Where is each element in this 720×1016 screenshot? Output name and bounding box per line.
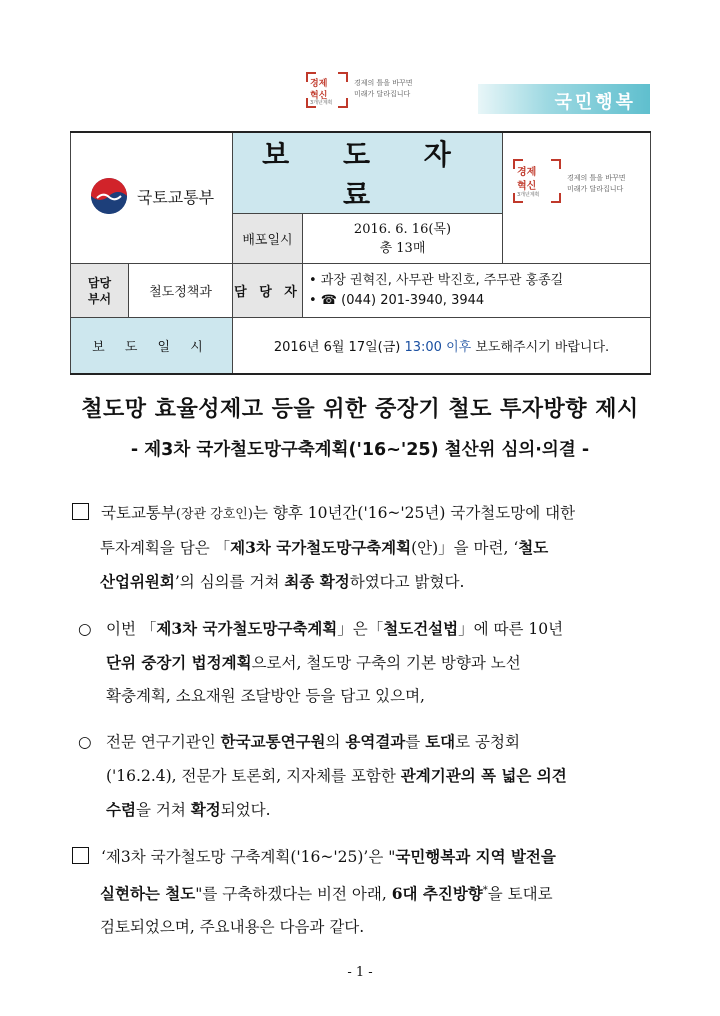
logo-slogan-line1: 경제의 틀을 바꾸면 (354, 79, 413, 87)
release-time: 13:00 이후 (404, 339, 472, 355)
paragraph-3 (78, 725, 662, 827)
right-logo-cell (503, 132, 651, 264)
p1-l2d: 철도 (518, 538, 549, 557)
circle-bullet-icon: ○ (78, 733, 92, 751)
p1-l1b: (장관 강호인) (175, 507, 253, 522)
p2-l2a: 단위 중장기 법정계획 (106, 653, 252, 672)
p2-l2b: 으로서, 철도망 구축의 기본 방향과 노선 (251, 654, 521, 672)
p3-line-3 (78, 793, 662, 827)
p3-l1a: 전문 연구기관인 (106, 733, 221, 751)
p1-l1a: 국토교통부 (101, 504, 176, 522)
p4-l1a: ‘제3차 국가철도망 구축계획('16~'25)’은 " (101, 848, 396, 866)
p3-l1c: 의 (325, 733, 346, 751)
p2-line-2 (78, 646, 662, 680)
logo-slogan (354, 78, 413, 100)
p4-l2a: 실현하는 철도 (100, 884, 196, 904)
paragraph-4 (72, 840, 662, 944)
square-bullet-icon (72, 847, 89, 864)
p3-l3a: 수렴 (106, 800, 136, 819)
p1-l3c: 최종 확정 (284, 572, 350, 591)
p4-l2d: * (482, 885, 488, 896)
right-innovation-logo (513, 159, 635, 207)
p3-l2a: ('16.2.4), 전문가 토론회, 지자체를 포함한 (106, 767, 401, 785)
distribution-date: 2016. 6. 16(목) (353, 221, 452, 237)
p4-line-3: 검토되었으며, 주요내용은 다음과 같다. (100, 918, 365, 937)
national-happiness-ribbon (478, 84, 650, 114)
contact-label: 담 당 자 (233, 264, 303, 318)
p1-l3b: ’의 심의를 거쳐 (174, 573, 285, 591)
release-note: 보도해주시기 바랍니다. (471, 339, 610, 355)
p4-l2e: 을 토대로 (487, 885, 553, 904)
p2-l1c: 」은「 (337, 620, 384, 638)
p3-l1g: 로 공청회 (455, 733, 520, 751)
p3-line-2 (78, 759, 662, 793)
p1-l3a: 산업위원회 (100, 572, 175, 591)
contact-phone: • ☎ (044) 201-3940, 3944 (309, 292, 485, 308)
p4-l2b: "를 구축하겠다는 비전 아래, (195, 885, 392, 904)
contacts-cell (303, 264, 651, 318)
innovation-logo-mark (306, 72, 348, 108)
p4-line-2 (72, 874, 662, 911)
p2-line-3: 확충계획, 소요재원 조달방안 등을 담고 있으며, (106, 687, 425, 705)
square-bullet-icon (72, 503, 89, 520)
p2-line-1 (78, 612, 662, 646)
p3-l1b: 한국교통연구원 (220, 732, 326, 751)
paragraph-1 (72, 497, 662, 599)
sub-headline: - 제3차 국가철도망구축계획('16~'25) 철산위 심의·의결 - (130, 440, 590, 460)
p3-l1f: 토대 (425, 732, 456, 751)
p1-l2a: 투자계획을 담은 「 (100, 539, 231, 557)
paragraph-2 (78, 612, 662, 713)
innovation-logo-mark-right (513, 159, 561, 203)
p1-l2c: (안)」을 마련, ‘ (411, 539, 519, 557)
government-emblem-icon (89, 176, 129, 216)
p2-l1d: 철도건설법 (383, 619, 459, 638)
p4-l2c: 6대 추진방향 (391, 884, 483, 904)
p2-l1e: 」에 따른 10년 (458, 620, 564, 638)
right-logo-slogan-line2: 미래가 달라집니다 (567, 185, 624, 193)
logo-slogan-line2: 미래가 달라집니다 (354, 90, 411, 98)
ministry-cell (71, 132, 233, 264)
right-logo-text-small: 3개년계획 (517, 192, 540, 198)
release-text-cell (233, 318, 651, 374)
dept-label-2: 부서 (87, 291, 112, 306)
right-logo-text-mid: 혁신 (517, 181, 537, 192)
p4-l1b: 국민행복과 지역 발전을 (395, 847, 556, 866)
release-date: 2016년 6월 17일(금) (273, 339, 405, 355)
p3-l3b: 을 거쳐 (135, 801, 191, 819)
dept-label-1: 담당 (87, 275, 112, 290)
p1-line-2 (72, 531, 662, 565)
dept-label-cell (71, 264, 129, 318)
logo-text-top: 경제 (310, 79, 328, 89)
p3-line-1 (78, 725, 662, 759)
right-logo-slogan (567, 173, 626, 195)
ministry-name: 국토교통부 (136, 187, 215, 207)
p3-l3c: 확정 (190, 800, 221, 819)
p3-l3d: 되었다. (220, 801, 271, 819)
p2-l1b: 제3차 국가철도망구축계획 (156, 619, 338, 638)
contact-persons: • 과장 권혁진, 사무관 박진호, 주무관 홍종길 (309, 272, 564, 288)
circle-bullet-icon: ○ (78, 620, 92, 638)
distribution-date-cell (303, 214, 503, 264)
right-logo-slogan-line1: 경제의 틀을 바꾸면 (567, 174, 626, 182)
p1-line-1 (72, 497, 662, 531)
p1-line-3 (72, 565, 662, 599)
p3-l2b: 관계기관의 폭 넓은 의견 (400, 766, 567, 785)
p2-l1a: 이번 「 (106, 620, 157, 638)
main-headline: 철도망 효율성제고 등을 위한 중장기 철도 투자방향 제시 (81, 397, 639, 422)
dept-name: 철도정책과 (129, 264, 233, 318)
p3-l1d: 용역결과 (345, 732, 406, 751)
press-release-header-table (70, 131, 651, 375)
distribution-label: 배포일시 (233, 214, 303, 264)
page-number: - 1 - (347, 965, 373, 980)
logo-text-small: 3개년계획 (310, 100, 333, 106)
release-label: 보 도 일 시 (71, 318, 233, 374)
top-economic-innovation-logo (306, 68, 456, 110)
p3-l1e: 를 (405, 733, 426, 751)
press-release-title: 보 도 자 료 (233, 132, 503, 214)
p1-l3d: 하였다고 밝혔다. (349, 573, 465, 591)
distribution-pages: 총 13매 (379, 240, 426, 256)
logo-text-mid: 혁신 (310, 91, 328, 101)
p4-line-1 (72, 840, 662, 874)
ribbon-label: 국민행복 (554, 92, 636, 113)
p1-l2b: 제3차 국가철도망구축계획 (230, 538, 412, 557)
right-logo-text-top: 경제 (517, 167, 537, 178)
p1-l1c: 는 향후 10년간('16~'25년) 국가철도망에 대한 (252, 504, 576, 522)
